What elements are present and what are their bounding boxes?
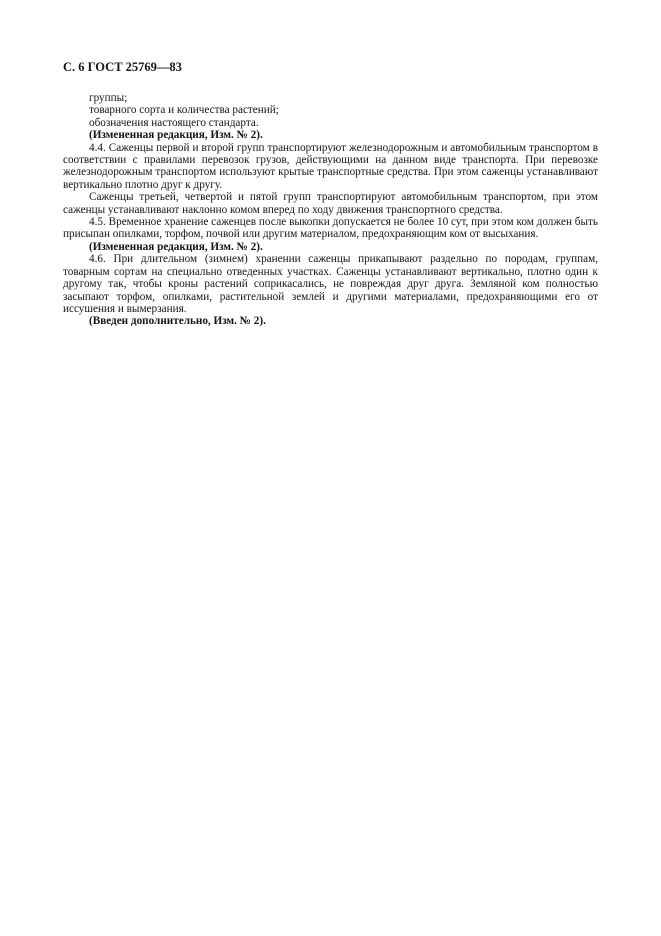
document-body: [63, 92, 598, 328]
clause-4-4: 4.4. Саженцы первой и второй групп транспортируют железнодорожным и автомобильным транспортом в соответствии с правилами перевозок грузов, действующими на данном виде транспорта. При перевозке железнодорожным транспортом используют крытые транспортные средства. При этом саженцы устанавливают вертикально плотно друг к другу.: [63, 141, 598, 191]
clause-4-4-continuation: Саженцы третьей, четвертой и пятой групп транспортируют автомобильным транспортом, при этом саженцы устанавливают наклонно комом вперед по ходу движения транспортного средства.: [63, 191, 598, 216]
list-line-groups: группы;: [89, 92, 128, 104]
clause-4-5: 4.5. Временное хранение саженцев после выкопки допускается не более 10 сут, при этом ком должен быть присыпан опилками, торфом, почвой или другим материалом, предохраняющим ком от высыхания.: [63, 216, 598, 241]
list-line-standard-designation: обозначения настоящего стандарта.: [89, 116, 259, 129]
list-line-grade-quantity: товарного сорта и количества растений;: [89, 104, 279, 117]
document-page: [63, 60, 598, 328]
page-header: С. 6 ГОСТ 25769—83: [63, 60, 182, 74]
amendment-note: (Измененная редакция, Изм. № 2).: [89, 240, 263, 253]
clause-4-6: 4.6. При длительном (зимнем) хранении саженцы прикапывают раздельно по породам, группам, товарным сортам на специально отведенных участках. Саженцы устанавливают вертикально, плотно один к другому так, чтобы кроны растений соприкасались, не повреждая друг друга. Земляной ком полностью засыпают торфом, опилками, растительной землей и другими материалами, предохраняющими его от иссушения и вымерзания.: [63, 253, 598, 315]
amendment-note: (Измененная редакция, Изм. № 2).: [89, 129, 263, 142]
addition-note: (Введен дополнительно, Изм. № 2).: [89, 315, 266, 328]
